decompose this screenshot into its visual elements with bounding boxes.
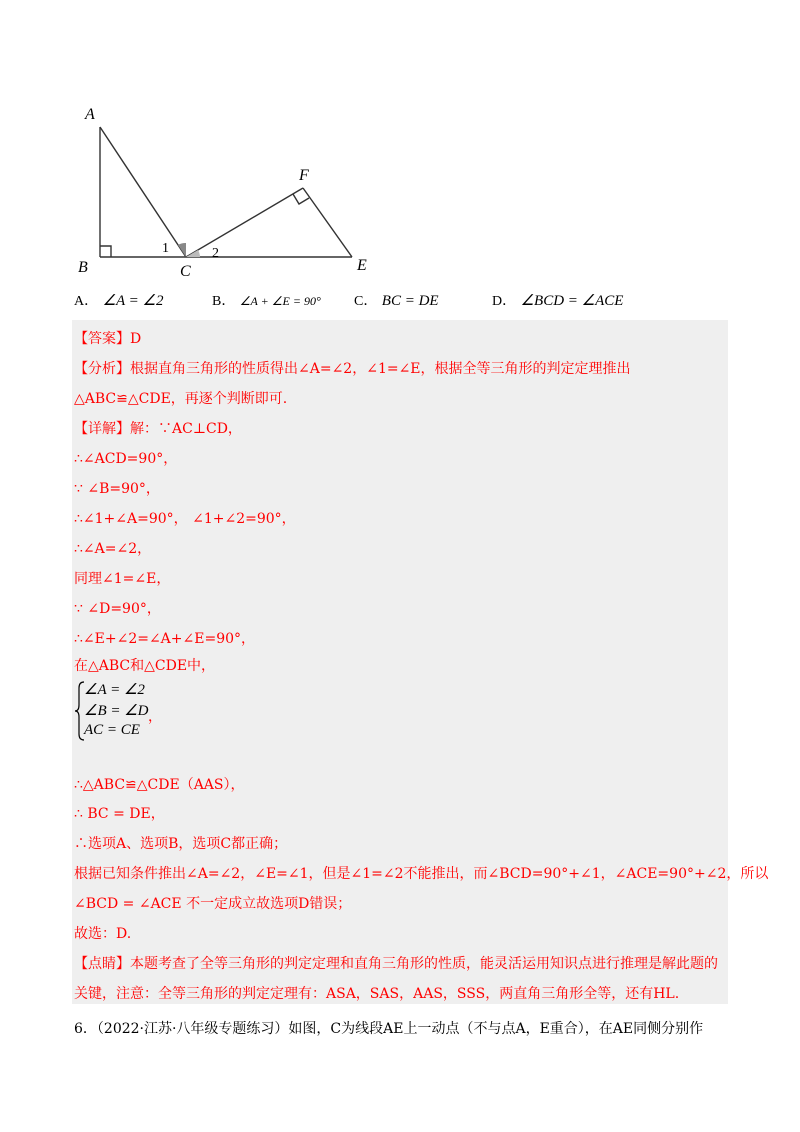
detail-line-2: ∴∠ACD=90°， <box>74 451 178 467</box>
answer-line: 【答案】D <box>74 331 142 347</box>
detail-line-14: ∠BCD = ∠ACE 不一定成立故选项D错误； <box>74 896 352 912</box>
geometry-figure <box>60 92 390 292</box>
option-b-key: B． <box>212 294 236 309</box>
detail-line-10: ∴△ABC≌△CDE（AAS）， <box>74 777 245 793</box>
detail-line-13: 根据已知条件推出∠A=∠2，∠E=∠1，但是∠1=∠2不能推出，而∠BCD=90°+∠1，∠ACE=90°+∠2，所以 <box>74 866 769 882</box>
label-b: B <box>78 259 88 276</box>
detail-line-8: ∴∠E+∠2=∠A+∠E=90°， <box>74 631 256 647</box>
right-angle-b <box>100 246 111 257</box>
label-e: E <box>357 257 367 274</box>
detail-line-12: ∴选项A、选项B，选项C都正确； <box>74 836 288 852</box>
option-d-text: ∠BCD = ∠ACE <box>520 293 624 309</box>
detail-line-4: ∴∠1+∠A=90°， ∠1+∠2=90°， <box>74 511 296 527</box>
option-c-text: BC = DE <box>381 293 439 309</box>
detail-line-15: 故选：D. <box>74 926 132 942</box>
label-c: C <box>180 263 191 280</box>
analysis-line-1: 【分析】根据直角三角形的性质得出∠A=∠2，∠1=∠E，根据全等三角形的判定定理推出 <box>74 361 631 377</box>
comment-line-1: 【点睛】本题考查了全等三角形的判定定理和直角三角形的性质，能灵活运用知识点进行推理是解此题的 <box>74 956 718 972</box>
next-question: 6．（2022·江苏·八年级专题练习）如图，C为线段AE上一动点（不与点A，E重合），在AE同侧分别作 <box>74 1021 704 1037</box>
detail-line-7: ∵ ∠D=90°， <box>74 601 161 617</box>
detail-line-3: ∵ ∠B=90°， <box>74 481 160 497</box>
label-angle-2: 2 <box>212 246 219 261</box>
label-f: F <box>299 167 309 184</box>
label-a: A <box>85 106 95 123</box>
label-angle-1: 1 <box>162 241 169 256</box>
option-d-key: D． <box>492 294 517 309</box>
choice-options <box>74 290 754 314</box>
system-row-3: AC = CE <box>84 722 140 738</box>
angle-2-mark <box>186 250 200 257</box>
detail-line-5: ∴∠A=∠2， <box>74 541 152 557</box>
option-b-text: ∠A + ∠E = 90° <box>239 294 321 308</box>
detail-line-11: ∴ BC = DE， <box>74 806 165 822</box>
option-c <box>354 290 439 310</box>
option-c-key: C． <box>354 294 378 309</box>
comment-line-2: 关键，注意：全等三角形的判定定理有：ASA，SAS，AAS，SSS，两直角三角形全等，还有HL. <box>74 986 680 1002</box>
system-row-1: ∠A = ∠2 <box>84 682 145 698</box>
option-a-key: A． <box>74 294 99 309</box>
option-a-text: ∠A = ∠2 <box>102 293 164 309</box>
segment-cf <box>186 188 303 257</box>
analysis-line-2: △ABC≌△CDE，再逐个判断即可. <box>74 391 288 407</box>
equation-system <box>74 680 184 744</box>
detail-line-9: 在△ABC和△CDE中， <box>74 658 216 674</box>
system-row-2: ∠B = ∠D <box>84 703 149 719</box>
detail-line-6: 同理∠1=∠E， <box>74 571 171 587</box>
detail-line-1: 【详解】解：∵AC⊥CD， <box>74 421 242 437</box>
option-a <box>74 290 164 310</box>
system-comma: ， <box>148 709 162 725</box>
segment-ac <box>100 127 186 257</box>
angle-1-mark <box>178 243 186 257</box>
option-b <box>212 290 321 310</box>
option-d <box>492 290 623 310</box>
right-angle-f <box>293 194 309 204</box>
segment-fe <box>303 188 352 257</box>
